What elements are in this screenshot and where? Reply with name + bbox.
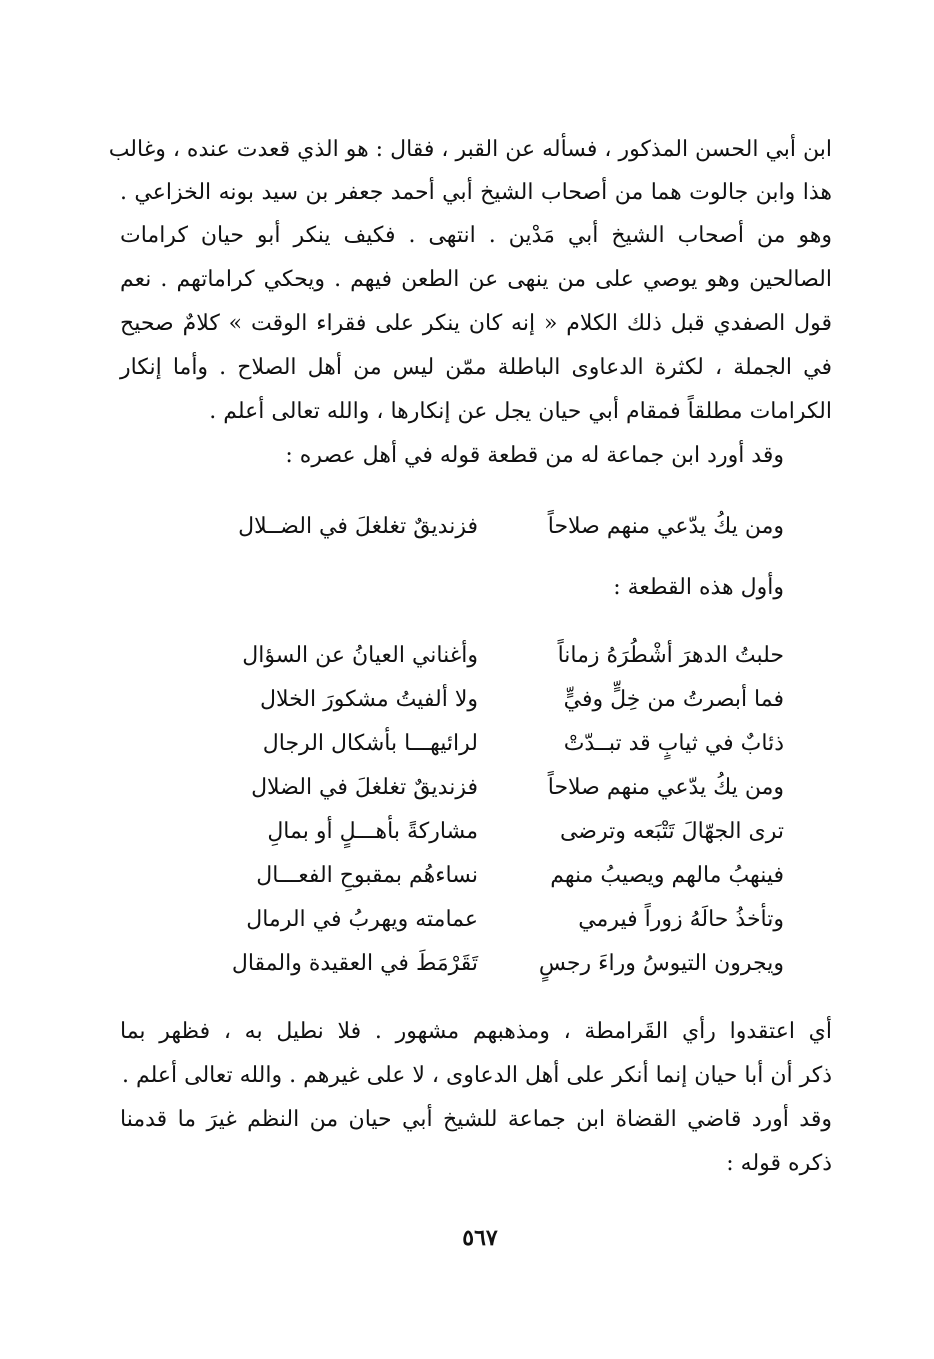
intro-line-2: وأول هذه القطعة : (613, 575, 784, 600)
verse-first-hemistich: حلبتُ الدهرَ أشْطُرَهُ زماناً (557, 643, 784, 668)
text-line: وهو من أصحاب الشيخ أبي مَدْين . انتهى . فكيف ينكر أبو حيان كرامات (120, 223, 832, 248)
verse-first-hemistich: ومن يكُ يدّعي منهم صلاحاً (547, 775, 784, 800)
verse-second-hemistich: عمامته ويهربُ في الرمال (246, 907, 478, 932)
text-line: قول الصفدي قبل ذلك الكلام « إنه كان ينكر على فقراء الوقت » كلامٌ صحيح (120, 311, 832, 336)
verse-first-hemistich: فينهبُ مالهم ويصيبُ منهم (550, 863, 784, 888)
verse-first-hemistich: ومن يكُ يدّعي منهم صلاحاً (547, 514, 784, 539)
text-line: ذكر أن أبا حيان إنما أنكر على أهل الدعاوى ، لا على غيرهم . والله تعالى أعلم . (121, 1063, 832, 1088)
verse-second-hemistich: وأغناني العيانُ عن السؤال (242, 643, 478, 668)
verse-second-hemistich: نساءهُم بمقبوحِ الفعـــال (256, 863, 478, 888)
verse-second-hemistich: فزنديقٌ تغلغلَ في الضــلال (238, 514, 478, 539)
text-line: الكرامات مطلقاً فمقام أبي حيان يجل عن إنكارها ، والله تعالى أعلم . (209, 399, 832, 424)
verse-second-hemistich: فزنديقٌ تغلغلَ في الضلال (251, 775, 478, 800)
text-line: في الجملة ، لكثرة الدعاوى الباطلة ممّن ليس من أهل الصلاح . وأما إنكار (120, 355, 832, 380)
verse-second-hemistich: تَقَرْمَطَ في العقيدة والمقال (231, 951, 478, 976)
page-number: ٥٦٧ (462, 1225, 498, 1251)
verse-first-hemistich: ترى الجهّالَ تَتْبَعه وترضى (559, 819, 784, 844)
verse-second-hemistich: ولا ألفيتُ مشكورَ الخلال (259, 687, 478, 712)
text-line: الصالحين وهو يوصي على من ينهى عن الطعن فيهم . ويحكي كراماتهم . نعم (120, 267, 832, 292)
text-line: أي اعتقدوا رأي القَرامطة ، ومذهبهم مشهور . فلا نطيل به ، فظهر بما (120, 1019, 832, 1044)
text-line: ابن أبي الحسن المذكور ، فسأله عن القبر ، فقال : هو الذي قعدت عنده ، وغالب (108, 137, 832, 162)
text-line: هذا وابن جالوت هما من أصحاب الشيخ أبي أحمد جعفر بن سيد بونه الخزاعي . (120, 180, 832, 205)
verse-second-hemistich: لرائيهـــا بأشكال الرجال (262, 731, 478, 756)
intro-line-1: وقد أورد ابن جماعة له من قطعة قوله في أهل عصره : (285, 443, 784, 468)
verse-first-hemistich: وتأخذُ حالَهُ زوراً فيرمي (578, 907, 784, 932)
text-line: ذكره قوله : (726, 1151, 832, 1176)
verse-first-hemistich: ذئابٌ في ثيابٍ قد تبــدّتْ (563, 731, 784, 756)
text-line: وقد أورد قاضي القضاة ابن جماعة للشيخ أبي حيان من النظم غيرَ ما قدمنا (120, 1107, 832, 1132)
verse-first-hemistich: فما أبصرتُ من خِلٍّ وفيٍّ (563, 687, 784, 712)
verse-first-hemistich: ويجرون التيوسُ وراءَ رجسٍ (538, 951, 784, 976)
verse-second-hemistich: مشاركةً بأهـــلٍ أو بمالِ (267, 819, 478, 844)
